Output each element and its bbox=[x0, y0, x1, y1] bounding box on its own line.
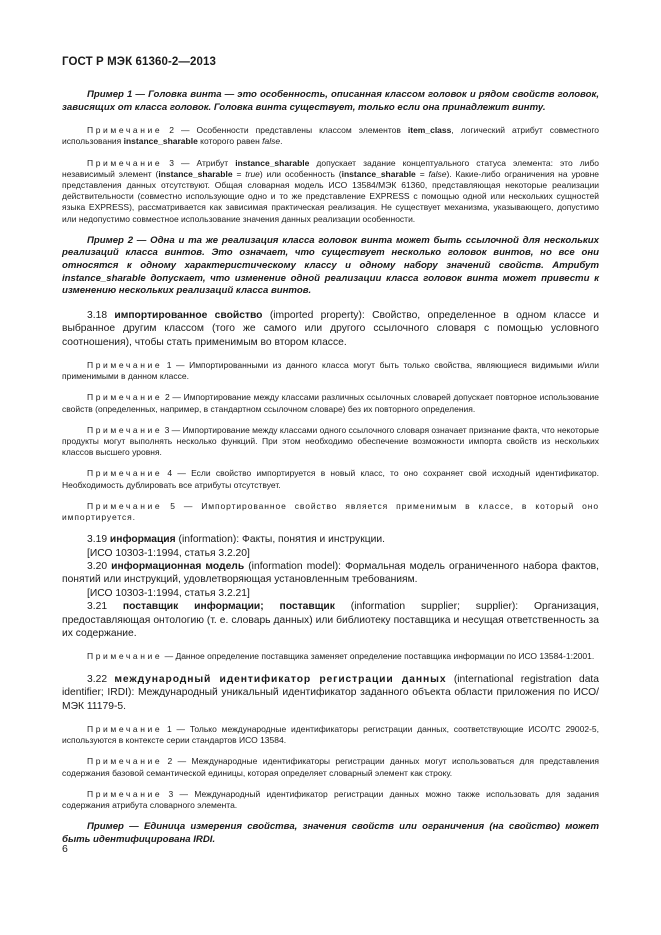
note-label: Примечание bbox=[87, 157, 163, 168]
term: информация bbox=[109, 534, 176, 546]
note-3: Примечание 3 — Атрибут instance_sharable допускает задание концептуального статуса элемента: это либо независимый элемент (instance_sharable = true) или особенность (instance_sharable = false). Какие-либо ограничения на уровне представления данных отсутствуют. Общая словарная модель ИСО 13584/МЭК 61360, представляющая некоторые реализации действительности (совместно использующие одно и то же представление EXPRESS с помощью одной или нескольких сущностей языка EXPRESS), рассматривается как зависимая практическая реализация. Не существует механизма, указывающего, допустимо или недопустимо совместное использование значения данных реализации особенности. bbox=[62, 157, 600, 224]
note-3-18-2: Примечание 2 — Импортирование между классами различных ссылочных словарей допускает повторное использование свойств (определенных, например, в стандартном ссылочном словаре) без их повторного определения. bbox=[62, 392, 600, 414]
definition-3-19: 3.19 информация (information): Факты, понятия и инструкции. bbox=[87, 534, 385, 546]
reference-3-20: [ИСО 10303-1:1994, статья 3.2.21] bbox=[87, 587, 250, 599]
reference-3-19: [ИСО 10303-1:1994, статья 3.2.20] bbox=[87, 547, 250, 559]
note-3-22-3: Примечание 3 — Международный идентификатор регистрации данных можно также использовать для задания содержания атрибута словарного элемента. bbox=[62, 788, 599, 810]
definition-3-21: 3.21 поставщик информации; поставщик (information supplier; supplier): Организация, предоставляющая онтологию (т. е. словарь данных) или библиотеку поставщика и несущая ответственность за их содержание. bbox=[62, 601, 599, 640]
definition-3-20: 3.20 информационная модель (information model): Формальная модель ограниченного набора фактов, понятий или инструкций, удовлетворяющая установленным требованиям. bbox=[62, 561, 599, 586]
definition-3-18: 3.18 импортированное свойство (imported property): Свойство, определенное в одном классе и выбранное другим классом (того же самого или другого ссылочного словаря с помощью условного соотношения), чтобы стать применимым во втором классе. bbox=[62, 309, 599, 348]
document-header: ГОСТ Р МЭК 61360-2—2013 bbox=[62, 56, 216, 68]
term: информационная модель bbox=[111, 561, 245, 573]
note-3-18-4: Примечание 4 — Если свойство импортируется в новый класс, то оно сохраняет свой исходный идентификатор. Необходимость дублировать все атрибуты отсутствует. bbox=[62, 468, 600, 490]
note-3-18-3: Примечание 3 — Импортирование между классами одного ссылочного словаря означает признание факта, что некоторые продукты могут выполнять несколько функций. При этом необходимо обеспечение возможности импорта свойств из нескольких классов высшего уровня. bbox=[62, 424, 599, 458]
note-3-18-1: Примечание 1 — Импортированными из данного класса могут быть только свойства, являющиеся видимыми и/или применимыми в данном классе. bbox=[62, 360, 599, 382]
note-label: Примечание bbox=[87, 125, 163, 136]
example-2: Пример 2 — Одна и та же реализация класса головок винта может быть ссылочной для нескольких реализаций класса винтов. Это означает, что существует несколько головок винтов, но все они относятся к одному характеристическому классу и одному набору значений свойств. Атрибут instance_sharable допускает, что изменение одной реализации класса головок винта может привести к изменению нескольких реализаций класса винтов. bbox=[62, 234, 599, 297]
term: международный идентификатор регистрации данных bbox=[114, 673, 447, 685]
example-3: Пример — Единица измерения свойства, значения свойств или ограничения (на свойство) может быть идентифицирована IRDI. bbox=[62, 821, 599, 845]
definition-3-22: 3.22 международный идентификатор регистрации данных (international registration data identifier; IRDI): Международный уникальный идентификатор заданного объекта области приложения по ИСО/МЭК 11179-5. bbox=[62, 673, 600, 712]
term: импортированное свойство bbox=[114, 309, 263, 321]
note-3-22-1: Примечание 1 — Только международные идентификаторы регистрации данных, соответствующие ИСО/ТС 29002-5, используются в контексте серии стандартов ИСО 13584. bbox=[62, 723, 599, 746]
document-page bbox=[62, 56, 599, 857]
page-number: 6 bbox=[62, 843, 68, 855]
note-2: Примечание 2 — Особенности представлены классом элементов item_class, логический атрибут совместного использования instance_sharable которого равен false. bbox=[62, 125, 600, 147]
note-3-18-5: Примечание 5 — Импортированное свойство является применимым в классе, в который оно импортируется. bbox=[62, 500, 599, 523]
note-3-21: Примечание — Данное определение поставщика заменяет определение поставщика информации по ИСО 13584-1:2001. bbox=[87, 651, 595, 662]
example-1: Пример 1 — Головка винта — это особенность, описанная классом головок и рядом свойств головок, зависящих от класса головок. Головка винта существует, только если она принадлежит винту. bbox=[62, 89, 599, 113]
term: поставщик информации; поставщик bbox=[122, 601, 335, 613]
note-3-22-2: Примечание 2 — Международные идентификаторы регистрации данных могут использоваться для представления содержания базовой семантической единицы, которая определяет словарный элемент как строку. bbox=[62, 756, 600, 778]
